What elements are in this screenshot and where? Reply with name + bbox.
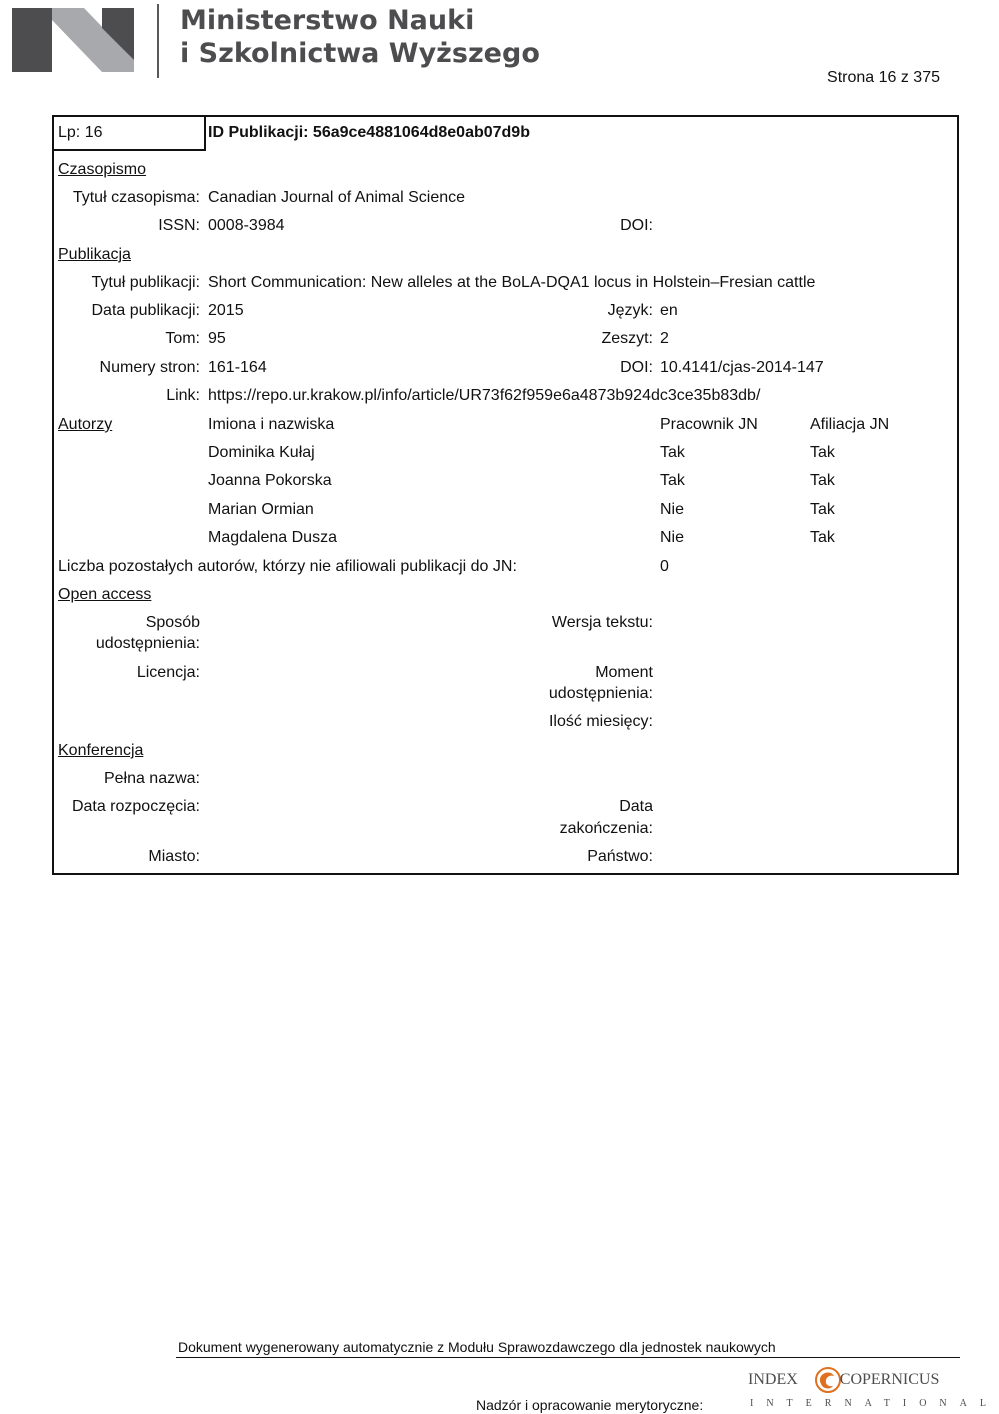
author-afil: Tak xyxy=(810,501,835,518)
author-name: Marian Ormian xyxy=(208,501,314,518)
issue-label: Zeszyt: xyxy=(601,330,653,347)
start-date-label: Data rozpoczęcia: xyxy=(71,798,200,815)
authors-col-afil: Afiliacja JN xyxy=(810,416,890,433)
issn-label: ISSN: xyxy=(158,217,200,234)
author-afil: Tak xyxy=(810,444,835,461)
language-value: en xyxy=(660,302,678,319)
ic-logo-word: INDEX xyxy=(748,1371,798,1388)
authors-col-jn: Pracownik JN xyxy=(660,416,758,433)
sharing-moment-label-line2: udostępnienia: xyxy=(548,685,653,702)
index-copernicus-logo xyxy=(748,1366,999,1412)
link-value[interactable]: https://repo.ur.krakow.pl/info/article/UR73f62f959e6a4873b924dc3ce35b83db/ xyxy=(208,387,761,404)
publication-id: ID Publikacji: 56a9ce4881064d8e0ab07d9b xyxy=(208,124,530,141)
pub-title-label: Tytuł publikacji: xyxy=(91,274,200,291)
journal-title-label: Tytuł czasopisma: xyxy=(72,189,200,206)
pub-date-label: Data publikacji: xyxy=(91,302,200,319)
pages-label: Numery stron: xyxy=(99,359,200,376)
ic-logo-word: COPERNICUS xyxy=(839,1371,940,1388)
journal-title-value: Canadian Journal of Animal Science xyxy=(208,189,466,206)
sharing-method-label-line2: udostępnienia: xyxy=(95,635,200,652)
author-jn: Tak xyxy=(660,472,685,489)
full-name-label: Pełna nazwa: xyxy=(103,770,200,787)
author-afil: Tak xyxy=(810,472,835,489)
footer-supervision-label: Nadzór i opracowanie merytoryczne: xyxy=(476,1397,704,1413)
footer-generated-text: Dokument wygenerowany automatycznie z Modułu Sprawozdawczego dla jednostek naukowych xyxy=(178,1339,776,1355)
author-jn: Tak xyxy=(660,444,685,461)
end-date-label-line2: zakończenia: xyxy=(559,820,653,837)
ic-logo-name xyxy=(748,1371,958,1389)
author-jn: Nie xyxy=(660,529,685,546)
end-date-label-line1: Data xyxy=(619,798,653,815)
issn-value: 0008-3984 xyxy=(208,217,285,234)
header-divider xyxy=(157,4,159,78)
pub-title-value: Short Communication: New alleles at the BoLA-DQA1 locus in Holstein–Fresian cattle xyxy=(208,274,816,291)
sharing-moment-label-line1: Moment xyxy=(595,664,653,681)
pages-value: 161-164 xyxy=(208,359,267,376)
author-name: Joanna Pokorska xyxy=(208,472,332,489)
author-name: Magdalena Dusza xyxy=(208,529,337,546)
authors-col-name: Imiona i nazwiska xyxy=(208,416,335,433)
record-lp: Lp: 16 xyxy=(58,124,103,141)
section-czasopismo: Czasopismo xyxy=(58,161,147,178)
remaining-authors-label: Liczba pozostałych autorów, którzy nie afiliowali publikacji do JN: xyxy=(58,558,517,575)
journal-doi-label: DOI: xyxy=(620,217,653,234)
ministry-name-line1: Ministerstwo Nauki xyxy=(180,5,475,36)
city-label: Miasto: xyxy=(148,848,200,865)
months-count-label: Ilość miesięcy: xyxy=(548,713,653,730)
author-afil: Tak xyxy=(810,529,835,546)
pub-doi-value: 10.4141/cjas-2014-147 xyxy=(660,359,824,376)
language-label: Język: xyxy=(607,302,653,319)
text-version-label: Wersja tekstu: xyxy=(551,614,653,631)
ic-logo-sub: INTERNATIONAL xyxy=(750,1398,999,1409)
remaining-authors-value: 0 xyxy=(660,558,669,575)
volume-label: Tom: xyxy=(165,330,200,347)
section-autorzy: Autorzy xyxy=(58,416,113,433)
footer-divider xyxy=(176,1357,960,1358)
ministry-logo-icon xyxy=(12,8,134,72)
issue-value: 2 xyxy=(660,330,669,347)
author-name: Dominika Kułaj xyxy=(208,444,315,461)
page-number: Strona 16 z 375 xyxy=(827,69,940,86)
volume-value: 95 xyxy=(208,330,226,347)
section-konferencja: Konferencja xyxy=(58,742,144,759)
section-open-access: Open access xyxy=(58,586,152,603)
author-jn: Nie xyxy=(660,501,685,518)
sharing-method-label-line1: Sposób xyxy=(145,614,200,631)
country-label: Państwo: xyxy=(587,848,653,865)
link-label: Link: xyxy=(166,387,200,404)
ministry-name-line2: i Szkolnictwa Wyższego xyxy=(180,38,540,69)
license-label: Licencja: xyxy=(136,664,200,681)
pub-doi-label: DOI: xyxy=(620,359,653,376)
pub-date-value: 2015 xyxy=(208,302,244,319)
section-publikacja: Publikacja xyxy=(58,246,131,263)
